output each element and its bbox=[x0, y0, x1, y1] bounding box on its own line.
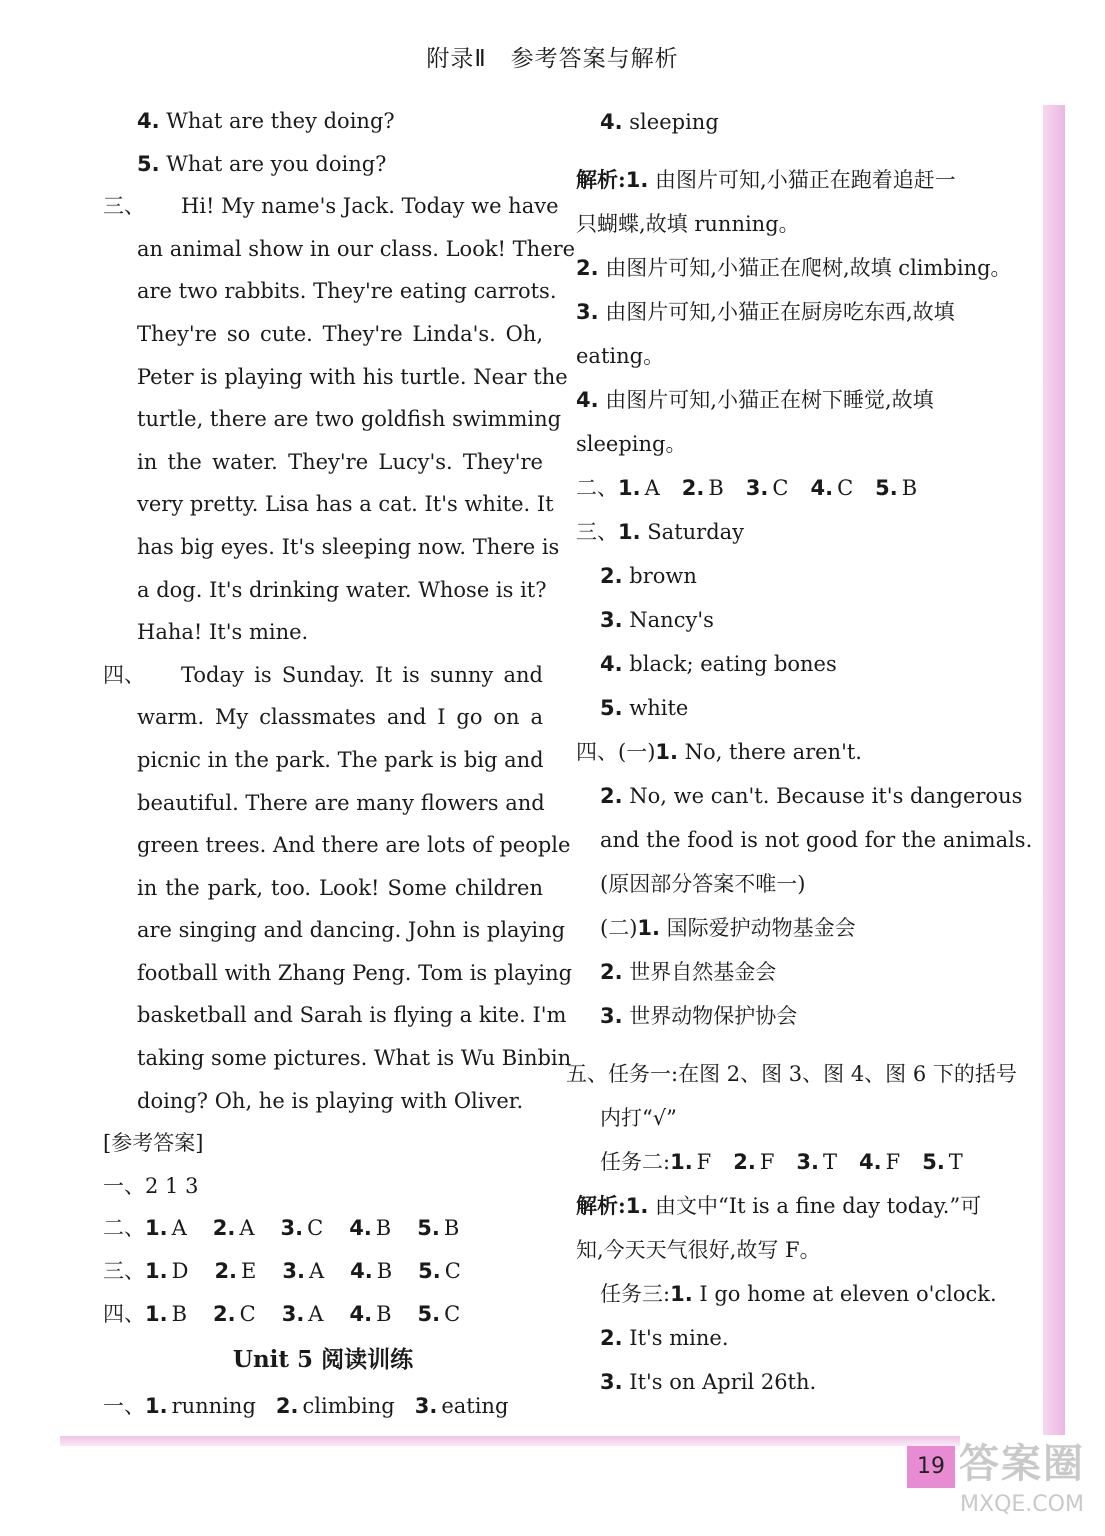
question-line bbox=[103, 143, 543, 186]
analysis-line bbox=[576, 1184, 1006, 1228]
answer-number: 2. bbox=[212, 1216, 236, 1241]
answer-text: No, we can't. Because it's dangerous bbox=[629, 784, 1023, 808]
answer-value: B bbox=[376, 1301, 392, 1326]
unit-title: Unit 5 阅读训练 bbox=[232, 1346, 414, 1374]
answer-item bbox=[213, 1216, 255, 1240]
answer-item bbox=[145, 1259, 188, 1283]
analysis-number: 3. bbox=[576, 300, 599, 324]
answer-prefix: 二、 bbox=[576, 476, 618, 500]
answer-number: 1. bbox=[618, 476, 641, 500]
answer-item bbox=[145, 1302, 187, 1326]
section-marker: 三、 bbox=[103, 194, 145, 219]
answer-value: A bbox=[308, 1301, 324, 1326]
answer-item bbox=[415, 1394, 509, 1418]
paragraph-line: turtle, there are two goldfish swimming bbox=[137, 407, 562, 432]
answer-row-2 bbox=[103, 1207, 543, 1250]
answer-line bbox=[576, 730, 1006, 774]
answer-value: A bbox=[308, 1259, 325, 1284]
answer-value: B bbox=[901, 476, 918, 500]
analysis-number: 4. bbox=[576, 388, 599, 412]
answer-item bbox=[810, 476, 853, 500]
answer-item bbox=[796, 1150, 837, 1174]
answer-number: 1. bbox=[670, 1150, 693, 1174]
answer-item bbox=[349, 1216, 391, 1240]
answer-number: 4. bbox=[349, 1301, 373, 1326]
answer-list bbox=[145, 1259, 461, 1283]
analysis-line: sleeping。 bbox=[576, 432, 687, 456]
answer-item bbox=[213, 1302, 256, 1326]
answer-number: 2. bbox=[600, 784, 623, 808]
answer-item bbox=[282, 1259, 324, 1283]
answer-line bbox=[576, 642, 1006, 686]
answer-value: F bbox=[696, 1150, 712, 1174]
answer-number: 3. bbox=[600, 608, 623, 632]
analysis-block bbox=[576, 158, 1012, 466]
answer-item bbox=[746, 476, 789, 500]
unit-answer-row bbox=[103, 1385, 543, 1428]
answer-number: 4. bbox=[600, 652, 623, 676]
answer-number: 2. bbox=[600, 564, 623, 588]
answer-text: 世界动物保护协会 bbox=[629, 1004, 798, 1028]
answer-value: B bbox=[443, 1216, 460, 1241]
answer-prefix: 三、 bbox=[103, 1259, 145, 1284]
analysis-text: 由图片可知,小猫正在树下睡觉,故填 bbox=[605, 388, 934, 412]
paragraph-section-4 bbox=[103, 654, 573, 1123]
answer-value: A bbox=[644, 476, 660, 500]
answer-number: 3. bbox=[600, 1370, 623, 1394]
answer-number: 2. bbox=[600, 960, 623, 984]
answer-number: 4. bbox=[349, 1216, 372, 1241]
answer-item bbox=[276, 1394, 395, 1418]
question-text: What are you doing? bbox=[166, 151, 387, 176]
answer-line bbox=[576, 686, 1006, 730]
answer-item bbox=[417, 1216, 459, 1240]
answer-number: 5. bbox=[875, 476, 898, 500]
page-number: 19 bbox=[907, 1446, 955, 1488]
answer-list bbox=[670, 1150, 963, 1174]
answer-line: 内打“√” bbox=[600, 1106, 677, 1130]
answer-number: 5. bbox=[417, 1216, 440, 1241]
answer-line: and the food is not good for the animals. bbox=[600, 828, 1033, 852]
answer-value: C bbox=[444, 1259, 461, 1284]
answer-text: Saturday bbox=[647, 520, 745, 544]
answer-prefix: 四、 bbox=[576, 740, 618, 764]
analysis-label: 解析: bbox=[576, 167, 626, 192]
answer-number: 5. bbox=[417, 1301, 441, 1326]
paragraph-line: Hi! My name's Jack. Today we have bbox=[181, 194, 559, 219]
analysis-number: 1. bbox=[625, 168, 649, 192]
answer-value: A bbox=[239, 1216, 255, 1241]
section-3-answers bbox=[576, 510, 1006, 730]
paragraph-line: in the water. They're Lucy's. They're bbox=[137, 449, 543, 474]
answer-number: 5. bbox=[922, 1150, 945, 1174]
answer-list bbox=[145, 1394, 508, 1418]
answer-number: 1. bbox=[618, 520, 641, 544]
answer-prefix: 五、 bbox=[566, 1062, 608, 1086]
paragraph-line: a dog. It's drinking water. Whose is it? bbox=[137, 577, 547, 602]
answer-line bbox=[576, 1272, 1006, 1316]
answer-text: white bbox=[629, 696, 689, 720]
answer-row-3 bbox=[103, 1250, 543, 1293]
paragraph-line: They're so cute. They're Linda's. Oh, bbox=[137, 321, 543, 346]
paragraph-line: warm. My classmates and I go on a bbox=[137, 705, 543, 730]
paragraph-line: doing? Oh, he is playing with Oliver. bbox=[137, 1088, 524, 1113]
answer-value: B bbox=[375, 1216, 392, 1241]
answer-number: 5. bbox=[418, 1259, 441, 1284]
answer-item bbox=[350, 1259, 392, 1283]
paragraph-line: picnic in the park. The park is big and bbox=[137, 747, 544, 772]
answer-item bbox=[670, 1150, 711, 1174]
answer-number: 1. bbox=[655, 740, 678, 764]
watermark-logo bbox=[947, 1438, 1097, 1534]
question-line bbox=[103, 100, 543, 143]
answer-number: 1. bbox=[637, 916, 660, 940]
answer-number: 2. bbox=[681, 476, 705, 500]
analysis-number: 1. bbox=[625, 1194, 649, 1218]
answer-number: 4. bbox=[859, 1150, 882, 1174]
page-title: 附录Ⅱ 参考答案与解析 bbox=[426, 46, 679, 72]
task-label: 任务三: bbox=[600, 1282, 671, 1306]
answer-text: 国际爱护动物基金会 bbox=[666, 916, 856, 940]
answer-number: 3. bbox=[282, 1259, 305, 1284]
answer-number: 1. bbox=[145, 1216, 168, 1241]
answer-item bbox=[922, 1150, 963, 1174]
answer-value: C bbox=[772, 476, 789, 500]
answer-item bbox=[875, 476, 917, 500]
answer-item bbox=[282, 1302, 324, 1326]
answer-text: It's on April 26th. bbox=[629, 1370, 817, 1394]
answer-text: 世界自然基金会 bbox=[629, 960, 777, 984]
answer-item bbox=[682, 476, 724, 500]
answer-item bbox=[733, 1150, 774, 1174]
answer-number: 4. bbox=[600, 110, 623, 134]
analysis-line: eating。 bbox=[576, 344, 665, 368]
answer-number: 2. bbox=[600, 1326, 623, 1350]
left-column bbox=[103, 100, 576, 1428]
answer-number: 2. bbox=[213, 1301, 236, 1326]
answer-row-1: 一、2 1 3 bbox=[103, 1173, 199, 1198]
answer-text: I go home at eleven o'clock. bbox=[699, 1282, 997, 1306]
answer-line bbox=[576, 598, 1006, 642]
analysis-line bbox=[576, 158, 1006, 202]
answer-line bbox=[576, 1360, 1006, 1404]
analysis-text: 由图片可知,小猫正在厨房吃东西,故填 bbox=[605, 300, 955, 324]
question-number: 4. bbox=[137, 109, 160, 133]
section-4-answers bbox=[576, 730, 1033, 1038]
answer-text: brown bbox=[629, 564, 697, 588]
answer-number: 2. bbox=[214, 1259, 238, 1284]
answer-item bbox=[859, 1150, 900, 1174]
answer-text: Nancy's bbox=[629, 608, 714, 632]
analysis-number: 2. bbox=[576, 256, 599, 280]
analysis-line bbox=[576, 290, 1006, 334]
answer-text: black; eating bones bbox=[629, 652, 837, 676]
answer-value: B bbox=[708, 476, 724, 500]
analysis-line: 只蝴蝶,故填 running。 bbox=[576, 212, 800, 236]
answer-line bbox=[566, 1052, 1017, 1096]
answer-value: F bbox=[759, 1150, 775, 1174]
answer-list bbox=[145, 1216, 459, 1240]
task-label: 任务二: bbox=[600, 1150, 671, 1174]
answer-item bbox=[145, 1216, 187, 1240]
answer-value: climbing bbox=[302, 1394, 395, 1419]
sub-label: (二) bbox=[600, 916, 638, 940]
paragraph-line: Haha! It's mine. bbox=[137, 620, 309, 645]
answer-number: 1. bbox=[145, 1394, 168, 1419]
answer-line: (原因部分答案不唯一) bbox=[600, 872, 806, 896]
analysis-text: 由图片可知,小猫正在爬树,故填 climbing。 bbox=[605, 256, 1012, 280]
section-5-answers bbox=[566, 1052, 1017, 1404]
section-marker: 四、 bbox=[103, 662, 145, 687]
answer-value: C bbox=[239, 1301, 256, 1326]
answer-line bbox=[576, 1316, 1006, 1360]
analysis-line: 知,今天天气很好,故写 F。 bbox=[576, 1238, 821, 1262]
paragraph-line: green trees. And there are lots of people bbox=[137, 833, 571, 858]
answer-value: D bbox=[171, 1259, 189, 1284]
answer-value: C bbox=[837, 476, 854, 500]
analysis-text: 由文中“It is a fine day today.”可 bbox=[655, 1194, 982, 1218]
answer-item bbox=[418, 1259, 461, 1283]
answer-number: 3. bbox=[796, 1150, 820, 1174]
paragraph-line: football with Zhang Peng. Tom is playing bbox=[137, 960, 573, 985]
paragraph-line: has big eyes. It's sleeping now. There is bbox=[137, 534, 560, 559]
answer-number: 3. bbox=[414, 1394, 438, 1419]
answer-prefix: 三、 bbox=[576, 520, 618, 544]
answer-item bbox=[281, 1216, 324, 1240]
analysis-text: 由图片可知,小猫正在跑着追赶一 bbox=[655, 168, 956, 192]
answer-value: eating bbox=[441, 1394, 509, 1419]
answer-number: 3. bbox=[600, 1004, 623, 1028]
answer-line bbox=[576, 774, 1023, 818]
answer-value: F bbox=[885, 1150, 901, 1174]
answer-value: C bbox=[444, 1301, 461, 1326]
paragraph-line: are singing and dancing. John is playing bbox=[137, 918, 566, 943]
answer-line bbox=[576, 994, 1006, 1038]
answer-value: running bbox=[171, 1394, 256, 1419]
answer-number: 3. bbox=[745, 476, 769, 500]
answer-number: 4. bbox=[810, 476, 834, 500]
watermark-sub-text: MXQE.COM bbox=[960, 1492, 1084, 1517]
section-2-answers bbox=[576, 466, 1006, 510]
answer-value: C bbox=[307, 1216, 324, 1241]
right-column bbox=[566, 100, 1033, 1404]
paragraph-line: Today is Sunday. It is sunny and bbox=[181, 662, 543, 687]
paragraph-line: beautiful. There are many flowers and bbox=[137, 790, 545, 815]
answer-line bbox=[576, 1140, 1006, 1184]
answer-prefix: 一、 bbox=[103, 1394, 145, 1419]
paragraph-section-3 bbox=[103, 185, 576, 654]
answer-number: 3. bbox=[280, 1216, 304, 1241]
answer-line bbox=[576, 554, 1006, 598]
task-text: 任务一:在图 2、图 3、图 4、图 6 下的括号 bbox=[608, 1062, 1017, 1086]
sub-label: (一) bbox=[618, 740, 656, 764]
answer-value: T bbox=[823, 1150, 838, 1174]
answer-line bbox=[576, 950, 1006, 994]
analysis-label: 解析: bbox=[576, 1193, 626, 1218]
answer-line bbox=[576, 510, 1006, 554]
paragraph-line: basketball and Sarah is flying a kite. I'm bbox=[137, 1003, 567, 1028]
answer-number: 2. bbox=[275, 1394, 299, 1419]
answer-number: 2. bbox=[733, 1150, 756, 1174]
question-number: 5. bbox=[137, 151, 160, 176]
paragraph-line: taking some pictures. What is Wu Binbin bbox=[137, 1046, 572, 1071]
answer-text: sleeping bbox=[629, 110, 719, 134]
answer-value: B bbox=[171, 1301, 188, 1326]
analysis-line bbox=[576, 378, 1006, 422]
watermark-main-text: 答案圈 bbox=[959, 1441, 1085, 1487]
answer-number: 4. bbox=[350, 1259, 373, 1284]
answer-number: 1. bbox=[145, 1301, 168, 1326]
answer-item bbox=[618, 476, 660, 500]
answer-value: A bbox=[171, 1216, 187, 1241]
answer-row-4 bbox=[103, 1293, 543, 1336]
answer-number: 1. bbox=[670, 1282, 693, 1306]
answer-number: 5. bbox=[600, 696, 623, 720]
paragraph-line: an animal show in our class. Look! There bbox=[137, 236, 576, 261]
answer-text: No, there aren't. bbox=[684, 740, 862, 764]
answer-prefix: 四、 bbox=[103, 1301, 145, 1326]
answer-prefix: 二、 bbox=[103, 1216, 145, 1241]
answer-number: 1. bbox=[145, 1259, 168, 1284]
answer-line bbox=[576, 906, 1006, 950]
answer-item bbox=[145, 1394, 256, 1418]
answer-item bbox=[418, 1302, 461, 1326]
paragraph-line: Peter is playing with his turtle. Near the bbox=[137, 364, 568, 389]
pink-side-strip bbox=[1043, 105, 1065, 1435]
paragraph-line: are two rabbits. They're eating carrots. bbox=[137, 279, 557, 304]
analysis-line bbox=[576, 246, 1012, 290]
answer-value: B bbox=[376, 1259, 393, 1284]
answer-line bbox=[576, 100, 1006, 144]
answer-item bbox=[214, 1259, 256, 1283]
paragraph-line: in the park, too. Look! Some children bbox=[137, 875, 543, 900]
question-text: What are they doing? bbox=[166, 109, 395, 133]
answer-list bbox=[618, 476, 917, 500]
answer-item bbox=[349, 1302, 391, 1326]
bottom-decor-line bbox=[60, 1436, 960, 1446]
answer-number: 3. bbox=[281, 1301, 305, 1326]
answer-list bbox=[145, 1302, 460, 1326]
answer-value: E bbox=[241, 1259, 257, 1284]
reference-answer-label: [参考答案] bbox=[103, 1131, 204, 1156]
answer-value: T bbox=[948, 1150, 963, 1174]
answer-text: It's mine. bbox=[629, 1326, 729, 1350]
paragraph-line: very pretty. Lisa has a cat. It's white. It bbox=[137, 492, 554, 517]
